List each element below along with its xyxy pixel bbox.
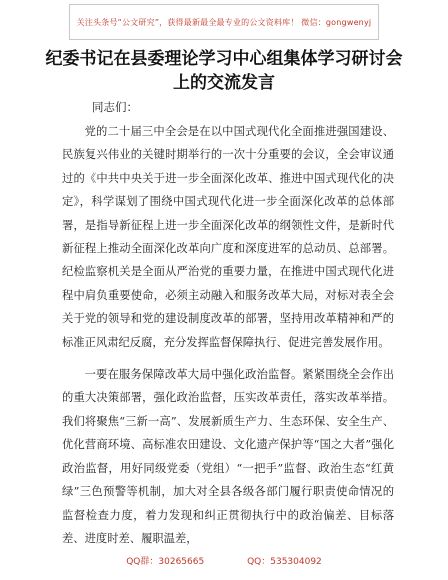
document-body	[62, 120, 394, 559]
paragraph-1: 党的二十届三中全会是在以中国式现代化全面推进强国建设、民族复兴伟业的关键时期举行的一次十分重要的会议，全会审议通过的《中共中央关于进一步全面深化改革、推进中国式现代化的决定》，科学谋划了围绕中国式现代化进一步全面深化改革的总体部署，是指导新征程上进一步全面深化改革的纲领性文件，是新时代新征程上推动全面深化改革向广度和深度进军的总动员、总部署。纪检监察机关是全面从严治党的重要力量，在推进中国式现代化进程中肩负重要使命，必须主动融入和服务改革大局，对标对表全会关于党的领导和党的建设制度改革的部署，坚持用改革精神和严的标准正风肃纪反腐，充分发挥监督保障执行、促进完善发展作用。	[62, 125, 394, 349]
paragraph-2: 一要在服务保障改革大局中强化政治监督。紧紧围绕全会作出的重大决策部署，强化政治监督，压实改革责任，落实改革举措。我们将聚焦“三新一高”、发展新质生产力、生态环保、安全生产、优化营商环境、高标准农田建设、文化遗产保护等“国之大者”强化政治监督，用好同级党委（党组）“一把手”监督、政治生态“红黄绿”三色预警等机制，加大对全县各级各部门履行职责使命情况的监督检查力度，着力发现和纠正贯彻执行中的政治偏差、目标落差、进度时差、履职温差，	[62, 368, 394, 545]
salutation: 同志们：	[92, 100, 138, 114]
footer-qq-group: QQ群：30265665	[126, 557, 205, 567]
header-banner	[69, 4, 379, 40]
footer-qq: QQ：535304092	[247, 557, 322, 567]
banner-text: 关注头条号“公文研究”，获得最新最全最专业的公文资料库！ 微信：gongwenyj	[76, 17, 372, 27]
footer	[0, 554, 448, 567]
document-title: 纪委书记在县委理论学习中心组集体学习研讨会上的交流发言	[45, 49, 403, 93]
